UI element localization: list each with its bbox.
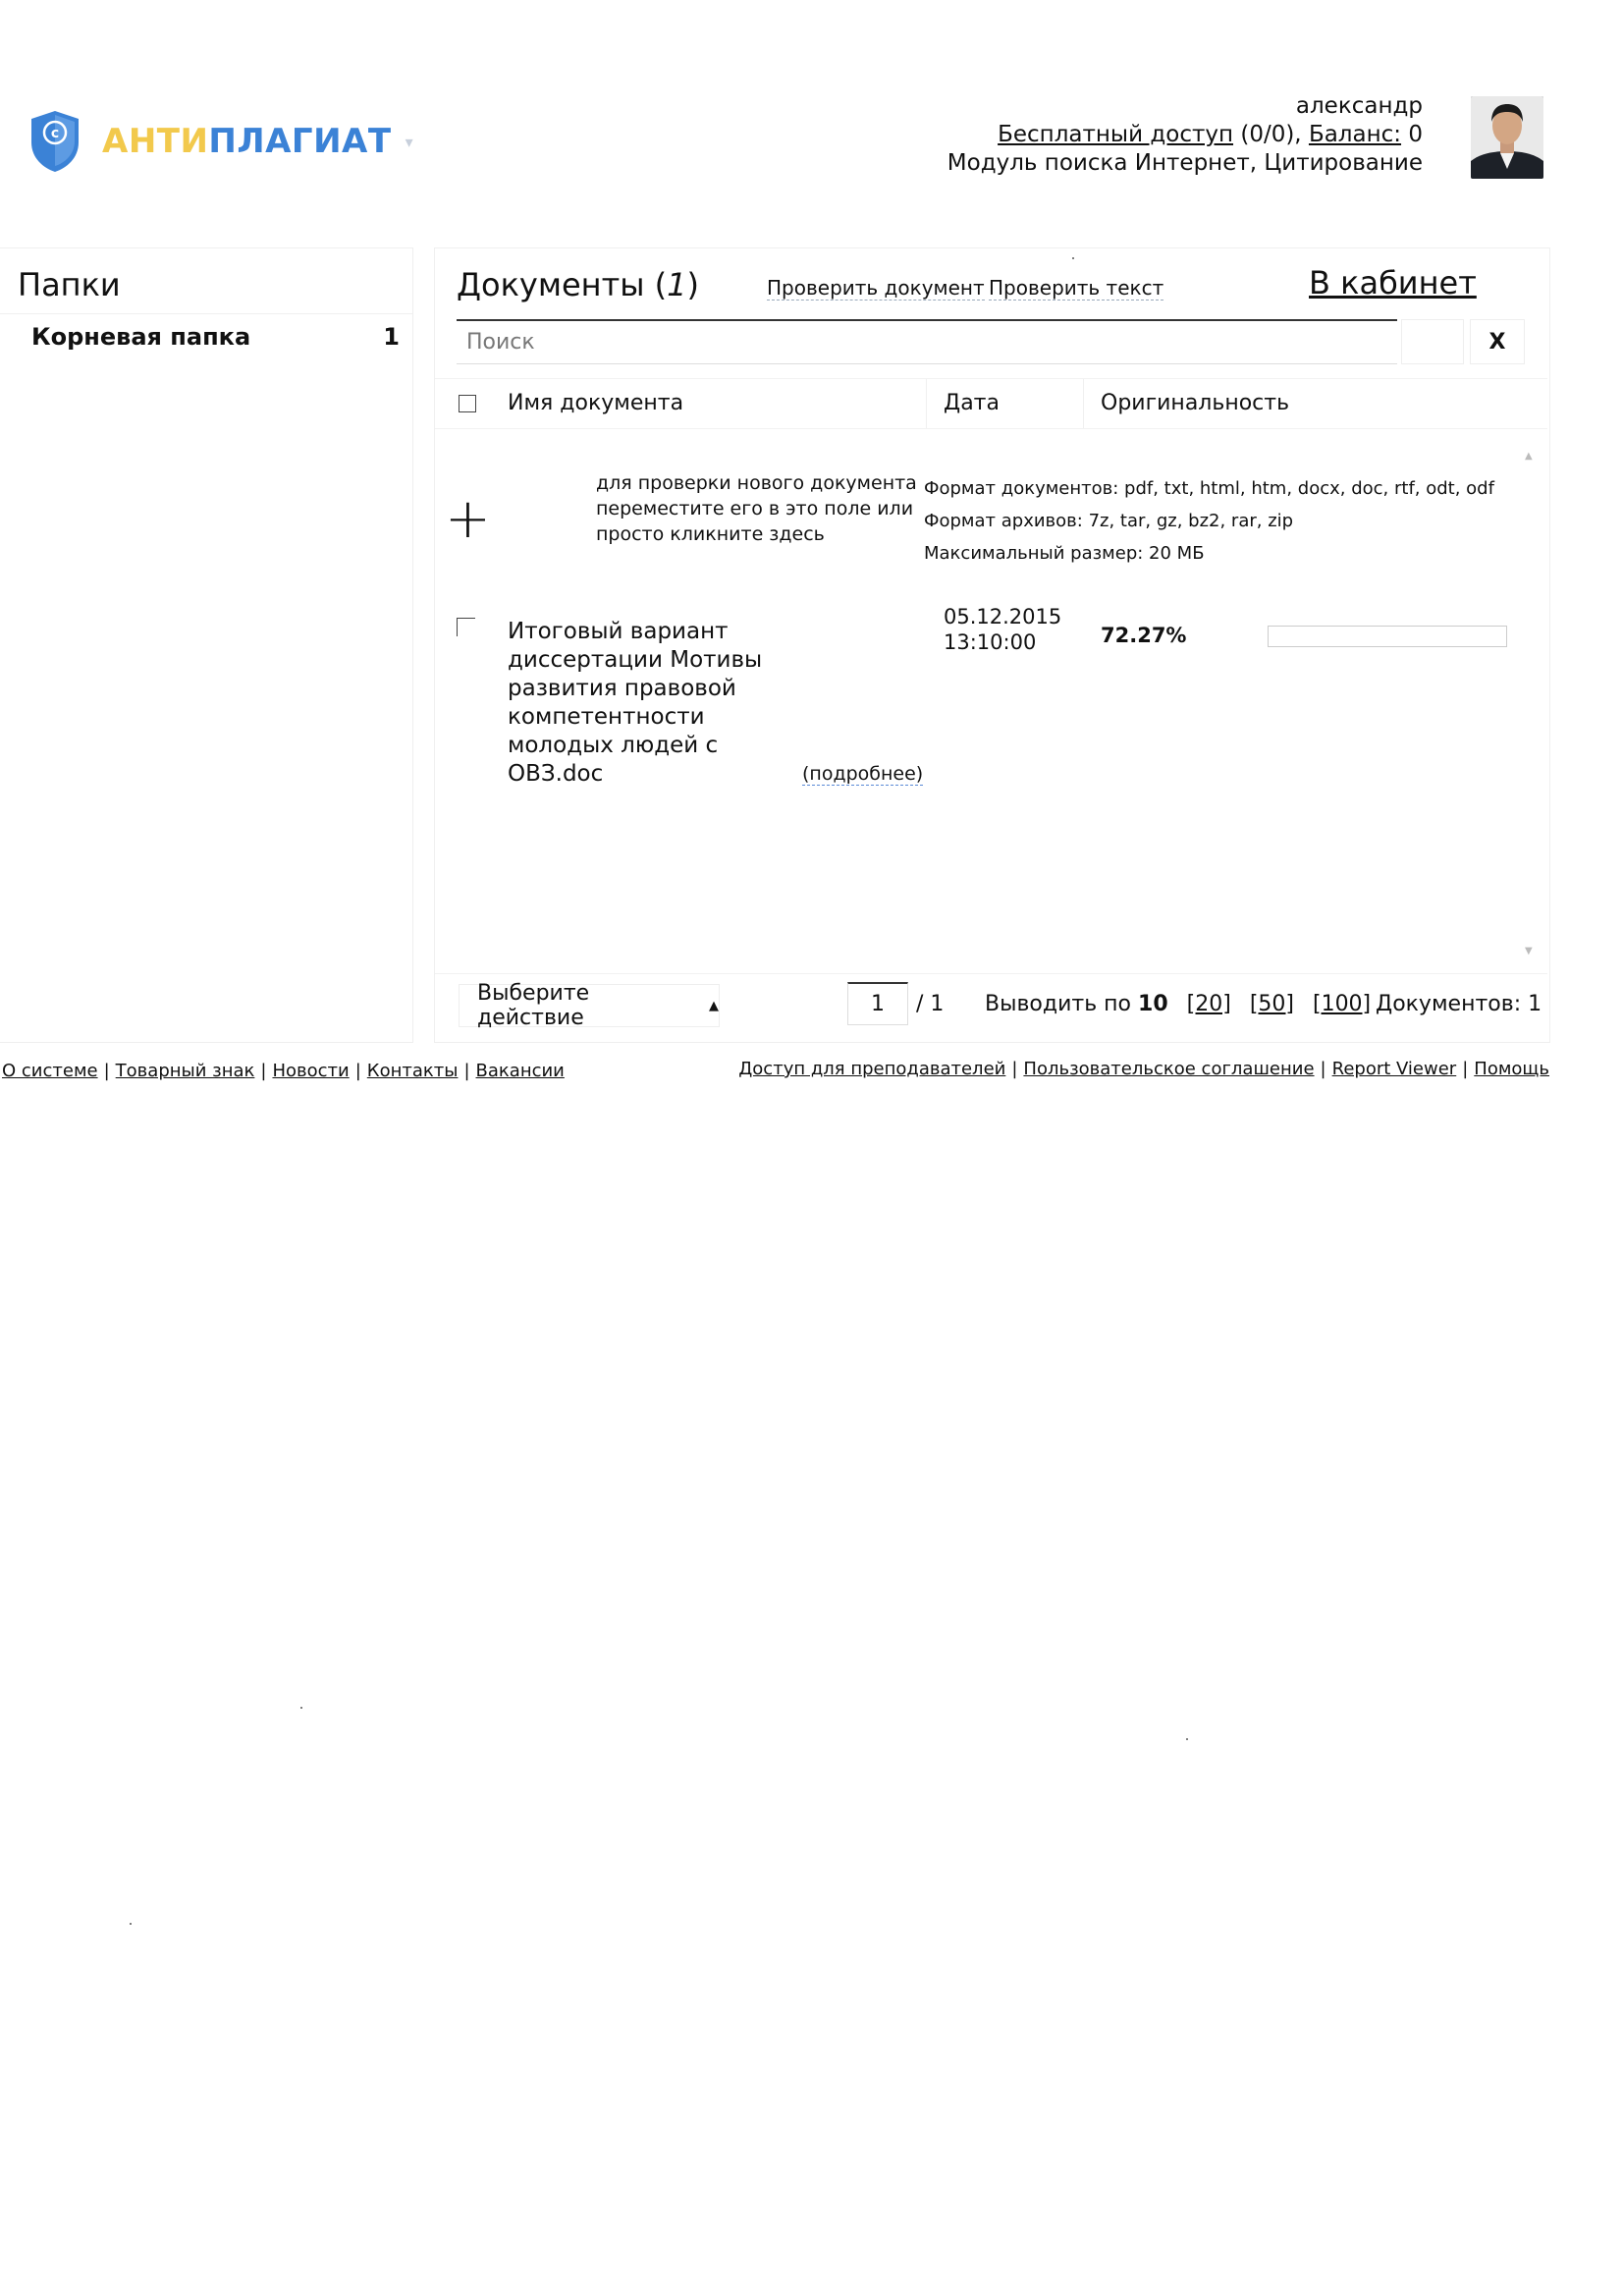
- balance-link[interactable]: Баланс:: [1308, 122, 1402, 147]
- footer-link-report-viewer[interactable]: Report Viewer: [1331, 1059, 1457, 1079]
- scroll-up-icon[interactable]: ▲: [1525, 451, 1533, 462]
- footer-link-vacancies[interactable]: Вакансии: [475, 1061, 565, 1081]
- column-divider: [1083, 379, 1084, 428]
- footer-link-help[interactable]: Помощь: [1474, 1059, 1549, 1079]
- originality-bar: [1268, 626, 1507, 647]
- close-icon[interactable]: X: [1470, 319, 1525, 364]
- shield-copyright-icon: [29, 109, 81, 174]
- footer-link-about[interactable]: О системе: [2, 1061, 98, 1081]
- footer-links-left: [2, 1061, 565, 1081]
- balance-value: 0: [1408, 122, 1423, 147]
- footer-link-trademark[interactable]: Товарный знак: [115, 1061, 255, 1081]
- column-divider: [926, 379, 927, 428]
- modules-text: Модуль поиска Интернет, Цитирование: [947, 150, 1423, 176]
- details-link[interactable]: (подробнее): [802, 763, 924, 785]
- column-header-originality[interactable]: Оригинальность: [1101, 391, 1290, 415]
- cabinet-link[interactable]: В кабинет: [1309, 264, 1477, 301]
- search-input[interactable]: [457, 321, 1397, 362]
- search-button[interactable]: [1401, 319, 1464, 364]
- table-row[interactable]: [435, 604, 1547, 800]
- scan-speck: [1186, 1738, 1188, 1740]
- scan-speck: [300, 1707, 302, 1709]
- scroll-down-icon[interactable]: ▼: [1525, 946, 1533, 957]
- footer-link-news[interactable]: Новости: [272, 1061, 350, 1081]
- select-all-checkbox[interactable]: [459, 395, 476, 412]
- row-checkbox[interactable]: [457, 618, 475, 636]
- originality-bar-fill: [1269, 627, 1506, 646]
- check-text-link[interactable]: Проверить текст: [989, 276, 1164, 300]
- column-header-name[interactable]: Имя документа: [508, 391, 684, 415]
- per-page-option-50[interactable]: [50]: [1249, 992, 1294, 1016]
- archive-formats: Формат архивов: 7z, tar, gz, bz2, rar, zip: [924, 511, 1294, 531]
- documents-title-suffix: ): [686, 266, 699, 303]
- folders-title: Папки: [18, 266, 121, 303]
- document-name[interactable]: Итоговый вариант диссертации Мотивы развития правовой компетентности молодых людей с ОВЗ.doc: [508, 619, 763, 787]
- folder-item-root[interactable]: [31, 323, 400, 351]
- separator: |: [260, 1061, 267, 1081]
- action-select[interactable]: [459, 981, 720, 1030]
- documents-footer: [435, 973, 1547, 1041]
- format-info: [924, 472, 1494, 570]
- logo-text-plagiat: ПЛАГИАТ: [208, 122, 392, 161]
- separator: |: [354, 1061, 361, 1081]
- documents-panel: [434, 247, 1550, 1043]
- free-access-link[interactable]: Бесплатный доступ: [998, 122, 1234, 147]
- column-header-date[interactable]: Дата: [944, 391, 1000, 415]
- logo[interactable]: [29, 112, 413, 171]
- per-page-selected: 10: [1138, 992, 1168, 1016]
- table-header: [435, 378, 1547, 429]
- document-date: [944, 604, 1061, 655]
- per-page: [985, 992, 1371, 1016]
- footer-links-right: [738, 1059, 1549, 1079]
- logo-text: [102, 122, 392, 161]
- avatar[interactable]: [1471, 96, 1543, 179]
- scan-speck: [130, 1923, 132, 1925]
- page-input[interactable]: 1: [847, 982, 908, 1025]
- per-page-label: Выводить по: [985, 992, 1132, 1016]
- documents-count: 1: [667, 266, 687, 303]
- search-box: [457, 319, 1397, 364]
- time-value: 13:10:00: [944, 630, 1037, 654]
- footer-link-contacts[interactable]: Контакты: [366, 1061, 459, 1081]
- per-page-option-100[interactable]: [100]: [1312, 992, 1372, 1016]
- separator: |: [1462, 1059, 1469, 1079]
- folder-label: Корневая папка: [31, 323, 251, 351]
- scan-speck: [1072, 257, 1074, 259]
- drop-hint: для проверки нового документа переместите его в это поле или просто кликните здесь: [596, 472, 917, 545]
- documents-title-prefix: Документы (: [457, 266, 668, 303]
- date-value: 05.12.2015: [944, 605, 1062, 629]
- folders-panel: [0, 247, 413, 1043]
- header: [0, 88, 1551, 187]
- documents-title: [457, 266, 699, 303]
- per-page-option-20[interactable]: [20]: [1186, 992, 1231, 1016]
- folder-count: 1: [383, 323, 400, 351]
- divider: [0, 313, 412, 314]
- check-document-link[interactable]: Проверить документ: [767, 276, 985, 300]
- user-info: [947, 92, 1423, 178]
- separator: |: [1320, 1059, 1326, 1079]
- page-total: / 1: [916, 992, 945, 1016]
- footer-link-agreement[interactable]: Пользовательское соглашение: [1023, 1059, 1315, 1079]
- separator: |: [463, 1061, 470, 1081]
- plus-icon[interactable]: +: [445, 487, 491, 551]
- document-count: Документов: 1: [1376, 992, 1542, 1016]
- separator: |: [1011, 1059, 1018, 1079]
- logo-text-anti: АНТИ: [102, 122, 209, 161]
- action-select-label: Выберите действие: [477, 981, 590, 1030]
- caret-up-icon: ▲: [709, 998, 719, 1013]
- account-status: [947, 121, 1423, 149]
- max-size: Максимальный размер: 20 МБ: [924, 543, 1205, 564]
- footer-link-teachers[interactable]: Доступ для преподавателей: [738, 1059, 1006, 1079]
- separator: |: [103, 1061, 110, 1081]
- document-formats: Формат документов: pdf, txt, html, htm, docx, doc, rtf, odt, odf: [924, 478, 1494, 499]
- free-access-value: (0/0),: [1240, 122, 1302, 147]
- user-name: александр: [1295, 93, 1423, 119]
- upload-drop-zone[interactable]: [435, 463, 1547, 590]
- originality-value: 72.27%: [1101, 624, 1187, 647]
- svg-text:c: c: [50, 126, 60, 141]
- chevron-down-icon[interactable]: ▾: [405, 132, 413, 151]
